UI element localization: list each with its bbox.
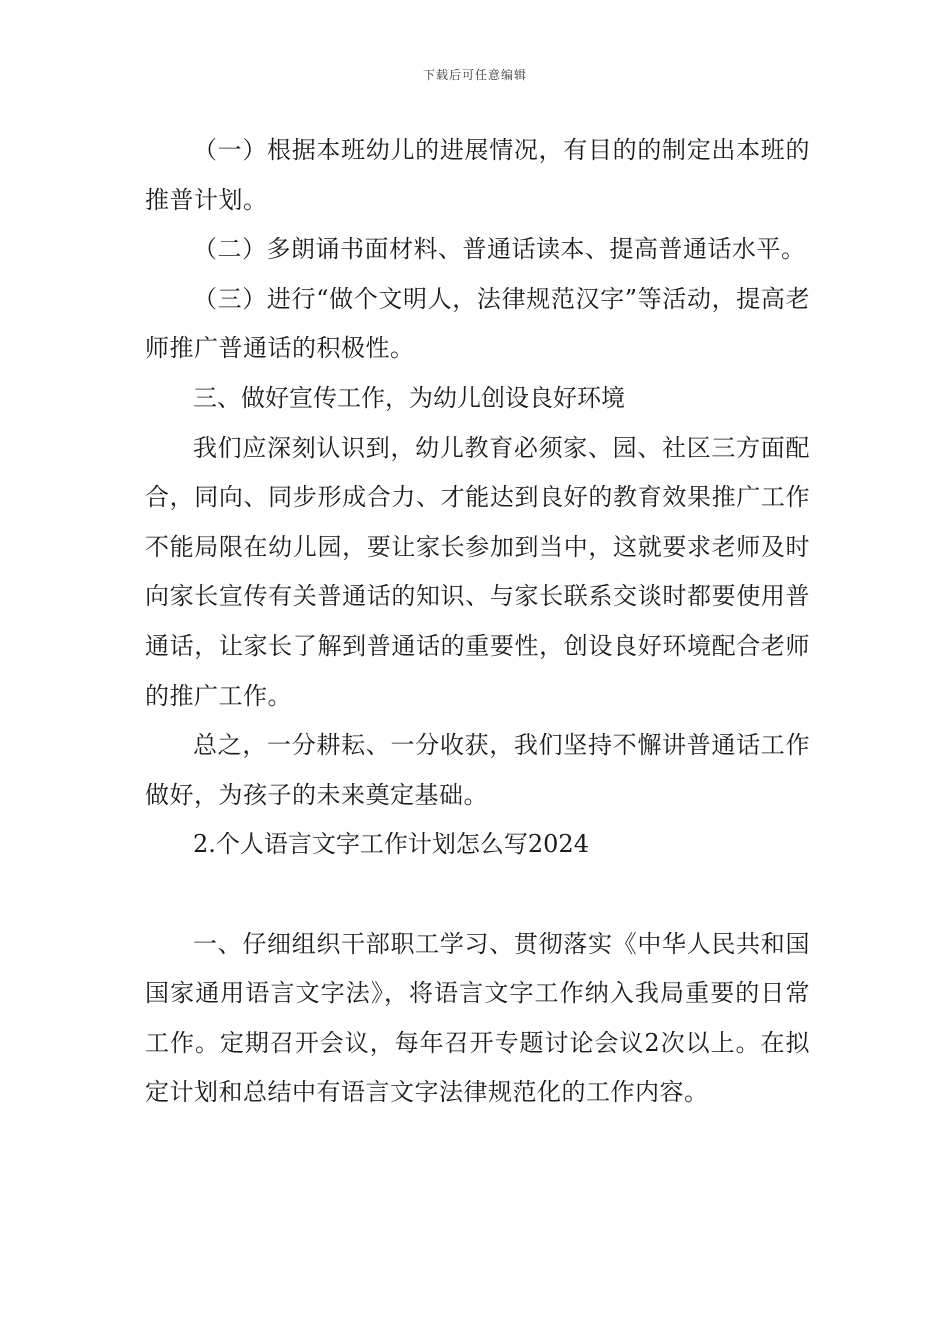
page-header: 下载后可任意编辑 <box>422 68 527 82</box>
paragraph-6: 一、仔细组织干部职工学习、贯彻落实《中华人民共和国国家通用语言文字法》，将语言文字工作纳入我局重要的日常工作。定期召开会议，每年召开专题讨论会议2次以上。在拟定计划和总结中有语言文字法律规范化的工作内容。 <box>145 929 810 1107</box>
paragraph-1: （一）根据本班幼儿的进展情况，有目的的制定出本班的推普计划。 <box>145 136 810 214</box>
paragraph-5: 总之，一分耕耘、一分收获，我们坚持不懈讲普通话工作做好，为孩子的未来奠定基础。 <box>145 731 810 809</box>
paragraph-3: （三）进行“做个文明人，法律规范汉字”等活动，提高老师推广普通话的积极性。 <box>145 284 810 363</box>
paragraph-4: 我们应深刻认识到，幼儿教育必须家、园、社区三方面配合，同向、同步形成合力、才能达到良好的教育效果推广工作不能局限在幼儿园，要让家长参加到当中，这就要求老师及时向家长宣传有关普通话的知识、与家长联系交谈时都要使用普通话，让家长了解到普通话的重要性，创设良好环境配合老师的推广工作。 <box>145 433 810 710</box>
document-body <box>145 126 810 1118</box>
section-heading: 三、做好宣传工作，为幼儿创设良好环境 <box>193 383 625 412</box>
blank-line <box>145 870 810 920</box>
paragraph-2: （二）多朗诵书面材料、普通话读本、提高普通话水平。 <box>193 235 806 264</box>
article-title: 2.个人语言文字工作计划怎么写2024 <box>193 830 589 859</box>
